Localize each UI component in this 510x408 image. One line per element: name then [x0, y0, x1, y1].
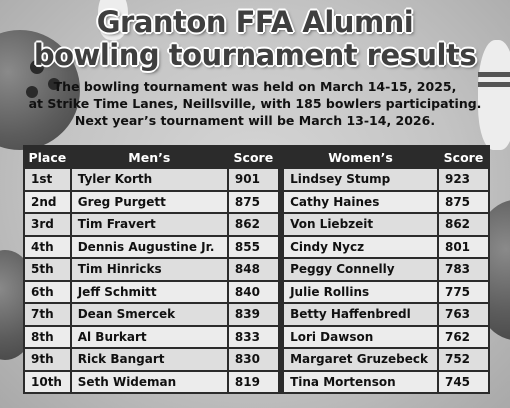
mens-score-cell: 833	[228, 326, 279, 349]
intro-line-2: at Strike Time Lanes, Neillsville, with 185 bowlers participating.	[28, 96, 482, 111]
mens-name-cell: Dean Smercek	[71, 303, 228, 326]
mens-name-cell: Tim Fravert	[71, 213, 228, 236]
mens-score-cell: 830	[228, 348, 279, 371]
intro-paragraph	[10, 78, 500, 129]
womens-name-cell: Betty Haffenbredl	[283, 303, 438, 326]
table-row	[24, 258, 489, 281]
header-womens-score: Score	[438, 146, 489, 168]
table-row	[24, 168, 489, 191]
place-cell: 10th	[24, 371, 71, 394]
womens-score-cell: 862	[438, 213, 489, 236]
headline-line-1: Granton FFA Alumni	[96, 5, 414, 39]
womens-name-cell: Cathy Haines	[283, 191, 438, 214]
table-row	[24, 371, 489, 394]
womens-score-cell: 762	[438, 326, 489, 349]
mens-score-cell: 862	[228, 213, 279, 236]
womens-name-cell: Cindy Nycz	[283, 236, 438, 259]
header-womens: Women’s	[283, 146, 438, 168]
womens-name-cell: Julie Rollins	[283, 281, 438, 304]
mens-score-cell: 855	[228, 236, 279, 259]
mens-name-cell: Seth Wideman	[71, 371, 228, 394]
headline-line-2: bowling tournament results	[33, 38, 477, 72]
table-header-row	[24, 146, 489, 168]
womens-name-cell: Margaret Gruzebeck	[283, 348, 438, 371]
womens-name-cell: Von Liebzeit	[283, 213, 438, 236]
place-cell: 9th	[24, 348, 71, 371]
mens-score-cell: 848	[228, 258, 279, 281]
mens-score-cell: 840	[228, 281, 279, 304]
womens-name-cell: Lindsey Stump	[283, 168, 438, 191]
table-row	[24, 303, 489, 326]
mens-score-cell: 839	[228, 303, 279, 326]
mens-score-cell: 819	[228, 371, 279, 394]
intro-line-3: Next year’s tournament will be March 13-14, 2026.	[74, 113, 436, 128]
place-cell: 2nd	[24, 191, 71, 214]
table-row	[24, 326, 489, 349]
womens-name-cell: Peggy Connelly	[283, 258, 438, 281]
womens-score-cell: 923	[438, 168, 489, 191]
mens-name-cell: Al Burkart	[71, 326, 228, 349]
table-row	[24, 191, 489, 214]
womens-score-cell: 801	[438, 236, 489, 259]
womens-score-cell: 783	[438, 258, 489, 281]
place-cell: 4th	[24, 236, 71, 259]
mens-score-cell: 875	[228, 191, 279, 214]
place-cell: 6th	[24, 281, 71, 304]
place-cell: 3rd	[24, 213, 71, 236]
place-cell: 8th	[24, 326, 71, 349]
place-cell: 1st	[24, 168, 71, 191]
header-mens-score: Score	[228, 146, 279, 168]
table-row	[24, 213, 489, 236]
mens-name-cell: Jeff Schmitt	[71, 281, 228, 304]
mens-name-cell: Rick Bangart	[71, 348, 228, 371]
womens-score-cell: 752	[438, 348, 489, 371]
table-row	[24, 281, 489, 304]
womens-name-cell: Tina Mortenson	[283, 371, 438, 394]
mens-name-cell: Greg Purgett	[71, 191, 228, 214]
mens-name-cell: Dennis Augustine Jr.	[71, 236, 228, 259]
intro-line-1: The bowling tournament was held on March 14-15, 2025,	[53, 79, 457, 94]
mens-name-cell: Tyler Korth	[71, 168, 228, 191]
header-place: Place	[24, 146, 71, 168]
place-cell: 7th	[24, 303, 71, 326]
womens-score-cell: 763	[438, 303, 489, 326]
header-mens: Men’s	[71, 146, 228, 168]
place-cell: 5th	[24, 258, 71, 281]
mens-score-cell: 901	[228, 168, 279, 191]
womens-score-cell: 745	[438, 371, 489, 394]
womens-score-cell: 775	[438, 281, 489, 304]
results-table	[23, 145, 490, 394]
table-row	[24, 348, 489, 371]
table-row	[24, 236, 489, 259]
mens-name-cell: Tim Hinricks	[71, 258, 228, 281]
womens-score-cell: 875	[438, 191, 489, 214]
womens-name-cell: Lori Dawson	[283, 326, 438, 349]
